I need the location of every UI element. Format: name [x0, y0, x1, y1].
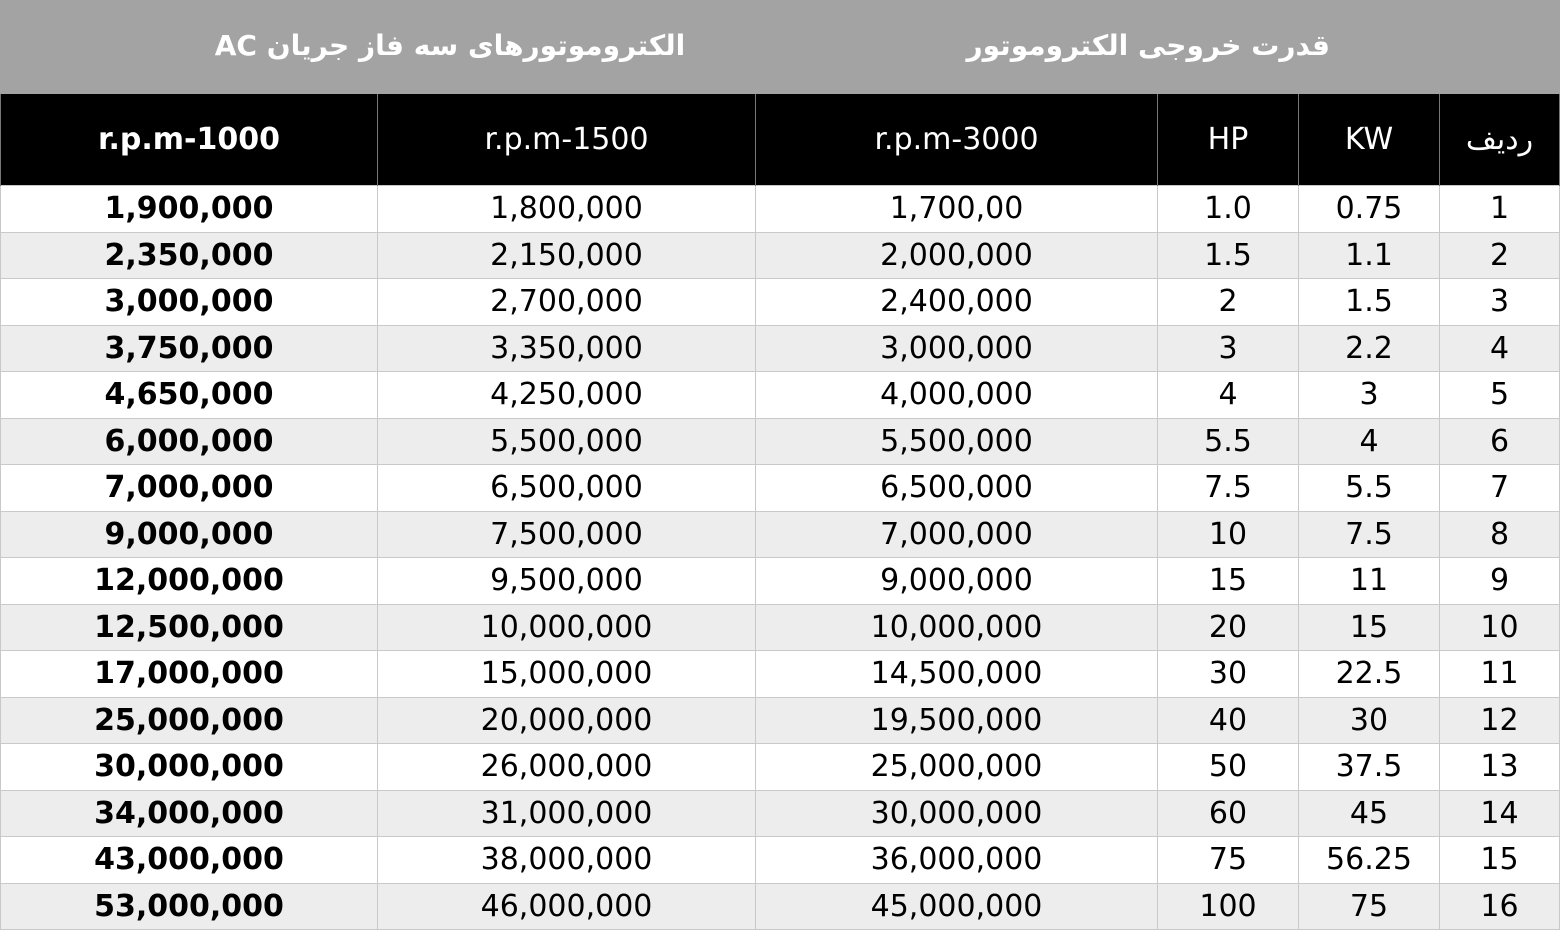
col-header-row-number: ردیف — [1440, 94, 1560, 186]
cell-kw: 5.5 — [1299, 465, 1440, 512]
cell-rpm-3000: 1,700,00 — [756, 186, 1158, 233]
table-row — [1, 186, 1560, 233]
cell-hp: 3 — [1158, 325, 1299, 372]
cell-row-number: 5 — [1440, 372, 1560, 419]
cell-hp: 2 — [1158, 279, 1299, 326]
cell-row-number: 1 — [1440, 186, 1560, 233]
cell-rpm-3000: 14,500,000 — [756, 651, 1158, 698]
table-row — [1, 744, 1560, 791]
cell-kw: 0.75 — [1299, 186, 1440, 233]
table-row — [1, 883, 1560, 930]
cell-rpm-1000: 7,000,000 — [1, 465, 378, 512]
cell-kw: 1.5 — [1299, 279, 1440, 326]
cell-row-number: 4 — [1440, 325, 1560, 372]
table-row — [1, 372, 1560, 419]
table-row — [1, 418, 1560, 465]
col-header-rpm-1500: r.p.m-1500 — [378, 94, 756, 186]
cell-rpm-3000: 30,000,000 — [756, 790, 1158, 837]
cell-rpm-3000: 2,000,000 — [756, 232, 1158, 279]
cell-rpm-1000: 9,000,000 — [1, 511, 378, 558]
cell-rpm-3000: 10,000,000 — [756, 604, 1158, 651]
cell-rpm-1000: 53,000,000 — [1, 883, 378, 930]
cell-kw: 7.5 — [1299, 511, 1440, 558]
cell-kw: 22.5 — [1299, 651, 1440, 698]
cell-kw: 3 — [1299, 372, 1440, 419]
header-row — [1, 94, 1560, 186]
cell-rpm-1000: 2,350,000 — [1, 232, 378, 279]
cell-rpm-1500: 46,000,000 — [378, 883, 756, 930]
cell-hp: 5.5 — [1158, 418, 1299, 465]
col-header-rpm-1000: r.p.m-1000 — [1, 94, 378, 186]
cell-rpm-3000: 4,000,000 — [756, 372, 1158, 419]
table-row — [1, 232, 1560, 279]
cell-row-number: 7 — [1440, 465, 1560, 512]
cell-kw: 56.25 — [1299, 837, 1440, 884]
cell-row-number: 12 — [1440, 697, 1560, 744]
cell-hp: 7.5 — [1158, 465, 1299, 512]
cell-rpm-3000: 9,000,000 — [756, 558, 1158, 605]
cell-kw: 37.5 — [1299, 744, 1440, 791]
title-band — [0, 0, 1560, 94]
cell-row-number: 6 — [1440, 418, 1560, 465]
cell-kw: 11 — [1299, 558, 1440, 605]
col-header-hp: HP — [1158, 94, 1299, 186]
col-header-kw: KW — [1299, 94, 1440, 186]
cell-rpm-1000: 1,900,000 — [1, 186, 378, 233]
cell-rpm-1500: 1,800,000 — [378, 186, 756, 233]
cell-row-number: 3 — [1440, 279, 1560, 326]
table-row — [1, 279, 1560, 326]
cell-rpm-3000: 6,500,000 — [756, 465, 1158, 512]
cell-rpm-1000: 4,650,000 — [1, 372, 378, 419]
cell-kw: 2.2 — [1299, 325, 1440, 372]
cell-rpm-1500: 10,000,000 — [378, 604, 756, 651]
cell-rpm-1000: 12,500,000 — [1, 604, 378, 651]
cell-hp: 30 — [1158, 651, 1299, 698]
cell-rpm-3000: 45,000,000 — [756, 883, 1158, 930]
cell-row-number: 9 — [1440, 558, 1560, 605]
cell-rpm-1000: 34,000,000 — [1, 790, 378, 837]
cell-rpm-1000: 3,000,000 — [1, 279, 378, 326]
cell-rpm-1500: 9,500,000 — [378, 558, 756, 605]
cell-kw: 1.1 — [1299, 232, 1440, 279]
table-row — [1, 511, 1560, 558]
cell-row-number: 13 — [1440, 744, 1560, 791]
cell-kw: 75 — [1299, 883, 1440, 930]
cell-rpm-1500: 26,000,000 — [378, 744, 756, 791]
cell-hp: 1.0 — [1158, 186, 1299, 233]
motor-price-table — [0, 94, 1560, 930]
col-header-rpm-3000: r.p.m-3000 — [756, 94, 1158, 186]
table-row — [1, 558, 1560, 605]
cell-hp: 40 — [1158, 697, 1299, 744]
title-output-power: قدرت خروجی الکتروموتور — [966, 29, 1330, 62]
cell-rpm-3000: 7,000,000 — [756, 511, 1158, 558]
table-row — [1, 465, 1560, 512]
cell-rpm-1000: 43,000,000 — [1, 837, 378, 884]
cell-rpm-1500: 4,250,000 — [378, 372, 756, 419]
cell-rpm-1500: 7,500,000 — [378, 511, 756, 558]
cell-hp: 100 — [1158, 883, 1299, 930]
cell-rpm-1000: 25,000,000 — [1, 697, 378, 744]
cell-rpm-3000: 5,500,000 — [756, 418, 1158, 465]
cell-hp: 15 — [1158, 558, 1299, 605]
cell-rpm-3000: 36,000,000 — [756, 837, 1158, 884]
table-body — [1, 186, 1560, 930]
cell-rpm-1500: 6,500,000 — [378, 465, 756, 512]
table-row — [1, 697, 1560, 744]
table-row — [1, 790, 1560, 837]
cell-rpm-3000: 3,000,000 — [756, 325, 1158, 372]
cell-rpm-1000: 6,000,000 — [1, 418, 378, 465]
cell-rpm-1500: 20,000,000 — [378, 697, 756, 744]
cell-hp: 60 — [1158, 790, 1299, 837]
cell-rpm-1500: 2,700,000 — [378, 279, 756, 326]
cell-hp: 50 — [1158, 744, 1299, 791]
cell-kw: 30 — [1299, 697, 1440, 744]
cell-rpm-1500: 31,000,000 — [378, 790, 756, 837]
cell-rpm-1500: 3,350,000 — [378, 325, 756, 372]
cell-row-number: 14 — [1440, 790, 1560, 837]
cell-rpm-1500: 5,500,000 — [378, 418, 756, 465]
table-row — [1, 604, 1560, 651]
cell-rpm-1500: 2,150,000 — [378, 232, 756, 279]
cell-row-number: 11 — [1440, 651, 1560, 698]
table-row — [1, 325, 1560, 372]
cell-rpm-3000: 25,000,000 — [756, 744, 1158, 791]
cell-hp: 1.5 — [1158, 232, 1299, 279]
cell-hp: 10 — [1158, 511, 1299, 558]
cell-rpm-1000: 30,000,000 — [1, 744, 378, 791]
cell-row-number: 8 — [1440, 511, 1560, 558]
cell-hp: 4 — [1158, 372, 1299, 419]
cell-kw: 4 — [1299, 418, 1440, 465]
cell-rpm-1000: 17,000,000 — [1, 651, 378, 698]
cell-rpm-1500: 15,000,000 — [378, 651, 756, 698]
cell-rpm-1500: 38,000,000 — [378, 837, 756, 884]
cell-rpm-3000: 19,500,000 — [756, 697, 1158, 744]
cell-kw: 15 — [1299, 604, 1440, 651]
cell-row-number: 2 — [1440, 232, 1560, 279]
cell-rpm-1000: 12,000,000 — [1, 558, 378, 605]
cell-rpm-1000: 3,750,000 — [1, 325, 378, 372]
cell-hp: 20 — [1158, 604, 1299, 651]
cell-hp: 75 — [1158, 837, 1299, 884]
cell-rpm-3000: 2,400,000 — [756, 279, 1158, 326]
cell-row-number: 15 — [1440, 837, 1560, 884]
title-three-phase-motors: الکتروموتورهای سه فاز جریان AC — [214, 29, 686, 62]
cell-row-number: 10 — [1440, 604, 1560, 651]
cell-row-number: 16 — [1440, 883, 1560, 930]
cell-kw: 45 — [1299, 790, 1440, 837]
table-row — [1, 837, 1560, 884]
table-row — [1, 651, 1560, 698]
